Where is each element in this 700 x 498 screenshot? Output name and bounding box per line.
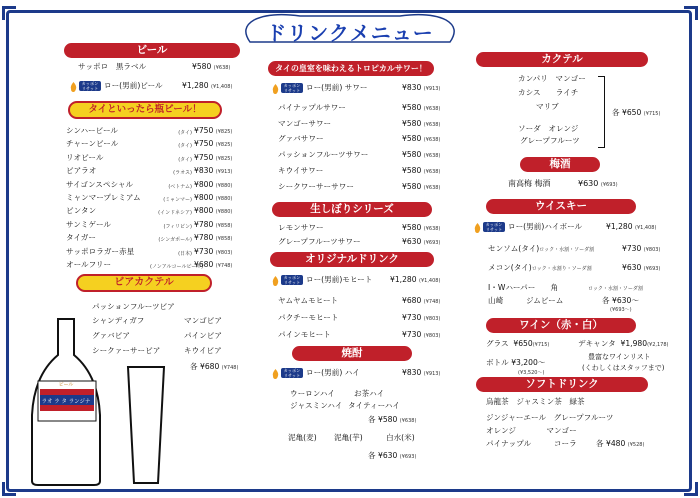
tropical-sour-name: キウイサワー — [278, 165, 324, 175]
original-drink-price: ¥730 (¥803) — [402, 330, 441, 339]
whisky-sensum: センソム(タイ)ロック・水割・ソーダ割 — [488, 244, 595, 253]
beer-header: ビール — [64, 43, 240, 58]
shochu-price-1: 各 ¥580 (¥638) — [368, 415, 417, 424]
wine-bottle-tax: (¥3,520～) — [518, 370, 545, 376]
whisky-mekon: メコン(タイ)ロック・水割り・ソーダ割 — [488, 263, 592, 272]
campaign-badge: カッポン リサット — [281, 368, 303, 378]
ro-sour-name: ロー(男前) サワー — [306, 83, 368, 92]
umeshu-name: 南高梅 梅酒 — [508, 179, 551, 188]
beer-ro-name: ロー(男前)ビール — [104, 81, 163, 90]
shochu-oolong: ウーロンハイ — [290, 389, 336, 398]
thai-beer-price: ¥830 (¥913) — [194, 166, 233, 176]
soft-price: 各 ¥480 (¥528) — [596, 439, 645, 448]
thai-beer-price: ¥680 (¥748) — [194, 260, 233, 269]
whisky-header: ウイスキー — [486, 199, 636, 214]
thai-beer-origin: (ミャンマー) — [163, 197, 192, 203]
thai-beer-origin: (タイ) — [178, 130, 192, 136]
cocktail-bracket — [598, 76, 605, 148]
soft-row-1: 烏龍茶 ジャスミン茶 緑茶 — [486, 397, 585, 406]
flame-icon — [474, 223, 481, 233]
tropical-sour-price: ¥580 (¥638) — [402, 134, 441, 144]
cocktail-row-1: カンパリ マンゴー — [518, 74, 586, 83]
umeshu-header: 梅酒 — [520, 157, 600, 172]
thai-beer-origin: (インドネシア) — [158, 210, 192, 217]
page-title: ドリンクメニュー — [266, 21, 434, 45]
tropical-sour-name: パッションフルーツサワー — [278, 150, 369, 160]
tropical-sour-price: ¥580 (¥638) — [402, 165, 441, 175]
ro-high-price: ¥830 (¥913) — [402, 368, 441, 377]
bottle-label-text: ラオ ラ タ ランジナ — [41, 399, 91, 405]
whisky-mekon-price: ¥630 (¥693) — [622, 263, 661, 272]
beer-bottle-illustration — [28, 315, 168, 487]
thai-beer-price: ¥750 (¥825) — [194, 126, 233, 135]
shochu-tea: お茶ハイ — [354, 389, 385, 398]
thai-beer-price: ¥780 (¥858) — [194, 233, 233, 243]
shochu-price-2: 各 ¥630 (¥693) — [368, 451, 417, 460]
thai-beer-origin: (タイ) — [178, 156, 192, 163]
cocktail-row-5: グレープフルーツ — [520, 136, 580, 145]
shochu-shiromizu: 白水(米) — [386, 433, 415, 442]
cocktail-row-2: カシス ライチ — [518, 88, 579, 97]
thai-beer-name: ミャンマープレミアム — [66, 193, 141, 202]
thai-beer-price: ¥730 (¥803) — [194, 246, 233, 256]
soft-drink-header: ソフトドリンク — [476, 377, 648, 392]
thai-beer-origin: (タイ) — [178, 143, 192, 150]
tropical-sour-header: タイの皇室を味わえるトロピカルサワー！ — [268, 61, 434, 76]
beer-cocktail-header: ビアカクテル — [76, 274, 212, 292]
thai-beer-origin: (ノンアルコールビール) — [150, 264, 204, 270]
frame-corner-top-right — [684, 6, 698, 20]
tropical-sour-price: ¥580 (¥638) — [402, 150, 441, 160]
frame-corner-bottom-left — [2, 482, 16, 496]
shochu-header: 焼酎 — [292, 346, 412, 361]
thai-beer-price: ¥750 (¥825) — [194, 152, 233, 162]
shochu-doro-imo: 泥亀(芋) — [334, 433, 363, 442]
whisky-ro-price: ¥1,280 (¥1,408) — [606, 222, 657, 231]
fresh-series-name: レモンサワー — [278, 223, 324, 232]
ro-sour-price: ¥830 (¥913) — [402, 83, 441, 92]
thai-beer-origin: (日本) — [178, 250, 192, 257]
bottle-crest-text: ビール — [58, 382, 74, 388]
frame-corner-bottom-right — [684, 482, 698, 496]
thai-beer-price: ¥800 (¥880) — [194, 206, 233, 216]
thai-beer-origin: (ラオス) — [173, 170, 192, 177]
thai-beer-price: ¥800 (¥880) — [194, 193, 233, 202]
original-drink-name: パインモヒート — [278, 330, 331, 339]
wine-list-note-2: (くわしくはスタッフまで) — [582, 364, 665, 372]
whisky-iw-price: 各 ¥630～ — [602, 296, 639, 305]
whisky-iw-note: ロック・水割・ソーダ割 — [588, 286, 643, 292]
thai-beer-name: サンミゲール — [66, 219, 112, 229]
campaign-badge: カッポン リサット — [79, 81, 101, 91]
original-drink-price: ¥1,280 (¥1,408) — [390, 275, 441, 284]
wine-decanter: デキャンタ ¥1,980(¥2,178) — [578, 339, 669, 348]
campaign-badge: カッポン リサット — [281, 83, 303, 93]
thai-beer-name: シンハービール — [66, 126, 118, 135]
beer-cocktail-left-4: シークァーサービア — [92, 346, 161, 355]
flame-icon — [272, 84, 279, 94]
wine-list-note-1: 豊富なワインリスト — [588, 353, 651, 361]
thai-beer-price: ¥800 (¥880) — [194, 179, 233, 189]
whisky-sensum-price: ¥730 (¥803) — [622, 244, 661, 253]
tropical-sour-price: ¥580 (¥638) — [402, 181, 441, 191]
cocktail-header: カクテル — [476, 52, 648, 67]
fresh-series-price: ¥580 (¥638) — [402, 223, 441, 232]
tropical-sour-name: シークワーサーサワー — [278, 181, 354, 191]
shochu-thaitea: タイティーハイ — [348, 401, 401, 410]
thai-beer-name: サイゴンスペシャル — [66, 179, 134, 189]
whisky-yamazaki: 山崎 ジムビーム — [488, 296, 564, 305]
original-drink-name: ヤムヤムモヒート — [278, 296, 339, 305]
beer-cocktail-left-1: パッションフルーツビア — [92, 302, 175, 311]
title-plaque — [240, 12, 460, 46]
whisky-iw: I・Wハーパー 角 — [488, 283, 559, 292]
beer-sapporo-name: サッポロ 黒ラベル — [78, 62, 147, 71]
whisky-ro-name: ロー(男前)ハイボール — [508, 222, 583, 231]
thai-beer-name: タイガー — [66, 233, 96, 243]
campaign-badge: カッポン リサット — [281, 275, 303, 285]
beer-cocktail-price: 各 ¥680 (¥748) — [190, 362, 239, 371]
beer-cocktail-left-2: シャンディガフ — [92, 316, 145, 325]
thai-beer-name: リオビール — [66, 152, 104, 162]
tropical-sour-price: ¥580 (¥638) — [402, 118, 441, 128]
thai-beer-origin: (ベトナム) — [168, 183, 192, 190]
beer-cocktail-right-2: パインビア — [184, 331, 222, 340]
shochu-doro-mugi: 泥亀(麦) — [288, 433, 317, 442]
umeshu-price: ¥630 (¥693) — [578, 179, 618, 188]
fresh-series-header: 生しぼりシリーズ — [272, 202, 432, 217]
original-drink-name: パクチーモヒート — [278, 313, 339, 322]
campaign-badge: カッポン リサット — [483, 222, 505, 232]
flame-icon — [70, 82, 77, 92]
thai-beer-name: ビアラオ — [66, 166, 97, 176]
fresh-series-name: グレープフルーツサワー — [278, 237, 361, 246]
soft-row-2: ジンジャーエール グレープフルーツ — [486, 413, 614, 422]
thai-beer-price: ¥780 (¥858) — [194, 219, 233, 229]
beer-sapporo-price: ¥580 (¥638) — [192, 62, 231, 71]
wine-glass: グラス ¥650(¥715) — [486, 339, 550, 348]
thai-beer-name: ビンタン — [66, 206, 97, 216]
tropical-sour-price: ¥580 (¥638) — [402, 103, 441, 112]
tropical-sour-name: グァバサワー — [278, 134, 324, 144]
thai-beer-name: チャーンビール — [66, 139, 119, 149]
cocktail-row-3: マリブ — [536, 102, 559, 111]
whisky-iw-tax: (¥693～) — [610, 307, 632, 313]
wine-bottle: ボトル ¥3,200～ — [486, 358, 546, 367]
ro-high-name: ロー(男前) ハイ — [306, 368, 360, 377]
cocktail-price: 各 ¥650 (¥715) — [612, 108, 661, 117]
thai-beer-name: オールフリー — [66, 260, 112, 269]
beer-cocktail-right-1: マンゴビア — [184, 316, 222, 325]
shochu-jasmine: ジャスミンハイ — [290, 401, 343, 410]
thai-beer-header: タイといったら瓶ビール！ — [68, 101, 222, 119]
thai-beer-origin: (シンガポール) — [158, 237, 192, 244]
thai-beer-name: サッポロラガー赤星 — [66, 246, 135, 256]
original-drink-price: ¥680 (¥748) — [402, 296, 441, 305]
original-drink-name: ロー(男前)モヒート — [306, 275, 373, 284]
soft-row-4: パイナップル コーラ — [486, 439, 577, 448]
cocktail-row-4: ソーダ オレンジ — [518, 124, 579, 133]
beer-ro-price: ¥1,280 (¥1,408) — [182, 81, 233, 90]
thai-beer-price: ¥750 (¥825) — [194, 139, 233, 149]
flame-icon — [272, 276, 279, 286]
beer-cocktail-right-3: キウイビア — [184, 346, 222, 355]
wine-header: ワイン（赤・白） — [486, 318, 636, 333]
tropical-sour-name: パイナップルサワー — [278, 103, 346, 112]
tropical-sour-name: マンゴーサワー — [278, 118, 332, 128]
fresh-series-price: ¥630 (¥693) — [402, 237, 441, 246]
thai-beer-origin: (フィリピン) — [163, 223, 192, 230]
original-drink-price: ¥730 (¥803) — [402, 313, 441, 322]
flame-icon — [272, 369, 279, 379]
original-drink-header: オリジナルドリンク — [270, 252, 434, 267]
soft-row-3: オレンジ マンゴー — [486, 426, 577, 435]
frame-corner-top-left — [2, 6, 16, 20]
beer-cocktail-left-3: グァバビア — [92, 331, 130, 340]
